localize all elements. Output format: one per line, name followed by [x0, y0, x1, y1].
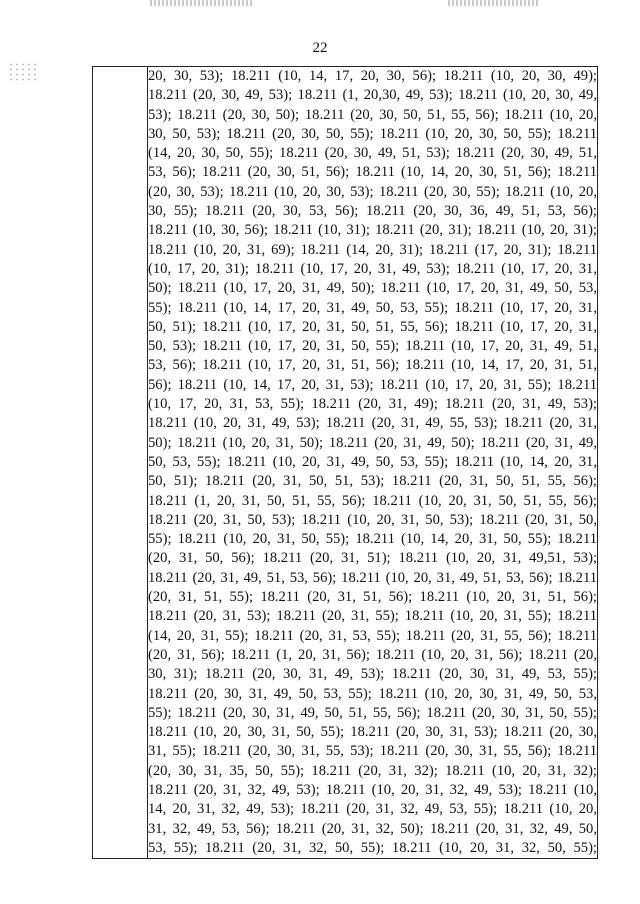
- table-row: [93, 67, 598, 859]
- text-line: (20, 31, 50, 56); 18.211 (20, 31, 51); 18.211 (10, 20, 31, 49,51, 53);: [148, 550, 597, 567]
- text-line: 50, 51); 18.211 (10, 17, 20, 31, 50, 51, 55, 56); 18.211 (10, 17, 20, 31,: [148, 318, 597, 335]
- text-line: 53, 55); 18.211 (20, 31, 32, 50, 55); 18.211 (10, 20, 31, 32, 50, 55);: [148, 839, 597, 856]
- text-line: 18.211 (20, 31, 50, 53); 18.211 (10, 20, 31, 50, 53); 18.211 (20, 31, 50,: [148, 511, 597, 528]
- text-line: 30, 31); 18.211 (20, 30, 31, 49, 53); 18.211 (20, 30, 31, 49, 53, 55);: [148, 666, 597, 683]
- table-left-cell: [93, 67, 148, 859]
- text-line: 50, 53, 55); 18.211 (10, 20, 31, 49, 50, 53, 55); 18.211 (10, 14, 20, 31,: [148, 453, 597, 470]
- text-line: 31, 32, 49, 53, 56); 18.211 (20, 31, 32, 50); 18.211 (20, 31, 32, 49, 50,: [148, 820, 597, 837]
- text-line: (20, 31, 51, 55); 18.211 (20, 31, 51, 56); 18.211 (10, 20, 31, 51, 56);: [148, 589, 597, 606]
- code-table: [92, 66, 598, 859]
- text-line: 56); 18.211 (10, 14, 17, 20, 31, 53); 18.211 (10, 17, 20, 31, 55); 18.211: [148, 376, 597, 393]
- text-line: (20, 30, 31, 35, 50, 55); 18.211 (20, 31, 32); 18.211 (10, 20, 31, 32);: [148, 762, 597, 779]
- text-line: 50, 51); 18.211 (20, 31, 50, 51, 53); 18.211 (20, 31, 50, 51, 55, 56);: [148, 473, 597, 490]
- text-line: 50, 53); 18.211 (10, 17, 20, 31, 50, 55); 18.211 (10, 17, 20, 31, 49, 51,: [148, 338, 597, 355]
- text-line: (10, 17, 20, 31, 53, 55); 18.211 (20, 31, 49); 18.211 (20, 31, 49, 53);: [148, 396, 597, 413]
- text-line: 18.211 (20, 31, 53); 18.211 (20, 31, 55); 18.211 (10, 20, 31, 55); 18.211: [148, 608, 597, 625]
- text-line: 30, 55); 18.211 (20, 30, 53, 56); 18.211 (20, 30, 36, 49, 51, 53, 56);: [148, 203, 597, 220]
- text-line: 50); 18.211 (10, 17, 20, 31, 49, 50); 18.211 (10, 17, 20, 31, 49, 50, 53,: [148, 280, 597, 297]
- text-line: 31, 55); 18.211 (20, 30, 31, 55, 53); 18.211 (20, 30, 31, 55, 56); 18.211: [148, 743, 597, 760]
- text-line: 18.211 (20, 31, 49, 51, 53, 56); 18.211 (10, 20, 31, 49, 51, 53, 56); 18.211: [148, 569, 597, 586]
- text-line: 50); 18.211 (10, 20, 31, 50); 18.211 (20, 31, 49, 50); 18.211 (20, 31, 49,: [148, 434, 597, 451]
- scan-artifact-margin-dots: [8, 62, 38, 84]
- text-line: 18.211 (10, 20, 31, 49, 53); 18.211 (20, 31, 49, 55, 53); 18.211 (20, 31,: [148, 415, 597, 432]
- text-line: 18.211 (10, 20, 30, 31, 50, 55); 18.211 (20, 30, 31, 53); 18.211 (20, 30,: [148, 724, 597, 741]
- text-line: 18.211 (20, 30, 31, 49, 50, 53, 55); 18.211 (10, 20, 30, 31, 49, 50, 53,: [148, 685, 597, 702]
- text-line: (14, 20, 30, 50, 55); 18.211 (20, 30, 49, 51, 53); 18.211 (20, 30, 49, 51,: [148, 145, 597, 162]
- text-line: 20, 30, 53); 18.211 (10, 14, 17, 20, 30, 56); 18.211 (10, 20, 30, 49);: [148, 68, 597, 84]
- text-line: 18.211 (20, 31, 32, 49, 53); 18.211 (10, 20, 31, 32, 49, 53); 18.211 (10,: [148, 781, 597, 798]
- table-right-cell: [148, 67, 598, 859]
- text-line: 18.211 (10, 30, 56); 18.211 (10, 31); 18.211 (20, 31); 18.211 (10, 20, 31);: [148, 222, 597, 239]
- text-line: 53, 56); 18.211 (10, 17, 20, 31, 51, 56); 18.211 (10, 14, 17, 20, 31, 51,: [148, 357, 597, 374]
- text-line: 30, 50, 53); 18.211 (20, 30, 50, 55); 18.211 (10, 20, 30, 50, 55); 18.211: [148, 125, 597, 142]
- text-line: (14, 20, 31, 55); 18.211 (20, 31, 53, 55); 18.211 (20, 31, 55, 56); 18.211: [148, 627, 597, 644]
- text-line: 55); 18.211 (10, 14, 17, 20, 31, 49, 50, 53, 55); 18.211 (10, 17, 20, 31,: [148, 299, 597, 316]
- text-line: 18.211 (1, 20, 31, 50, 51, 55, 56); 18.211 (10, 20, 31, 50, 51, 55, 56);: [148, 492, 597, 509]
- scan-artifact-top-right: [448, 0, 538, 6]
- text-line: 18.211 (10, 20, 31, 69); 18.211 (14, 20, 31); 18.211 (17, 20, 31); 18.211: [148, 241, 597, 258]
- text-line: (20, 30, 53); 18.211 (10, 20, 30, 53); 18.211 (20, 30, 55); 18.211 (10, 20,: [148, 183, 597, 200]
- text-line: (20, 31, 56); 18.211 (1, 20, 31, 56); 18.211 (10, 20, 31, 56); 18.211 (20,: [148, 646, 597, 663]
- code-list: [148, 67, 597, 858]
- text-line: 55); 18.211 (20, 30, 31, 49, 50, 51, 55, 56); 18.211 (20, 30, 31, 50, 55);: [148, 704, 597, 721]
- text-line: 18.211 (20, 30, 49, 53); 18.211 (1, 20,30, 49, 53); 18.211 (10, 20, 30, 49,: [148, 87, 597, 104]
- text-line: 53); 18.211 (20, 30, 50); 18.211 (20, 30, 50, 51, 55, 56); 18.211 (10, 20,: [148, 106, 597, 123]
- text-line: (10, 17, 20, 31); 18.211 (10, 17, 20, 31, 49, 53); 18.211 (10, 17, 20, 31,: [148, 260, 597, 277]
- text-line: 55); 18.211 (10, 20, 31, 50, 55); 18.211 (10, 14, 20, 31, 50, 55); 18.211: [148, 531, 597, 548]
- text-line: 53, 56); 18.211 (20, 30, 51, 56); 18.211 (10, 14, 20, 30, 51, 56); 18.211: [148, 164, 597, 181]
- text-line: 14, 20, 31, 32, 49, 53); 18.211 (20, 31, 32, 49, 53, 55); 18.211 (10, 20,: [148, 801, 597, 818]
- page-number: 22: [312, 40, 328, 56]
- scan-artifact-top-left: [150, 0, 252, 6]
